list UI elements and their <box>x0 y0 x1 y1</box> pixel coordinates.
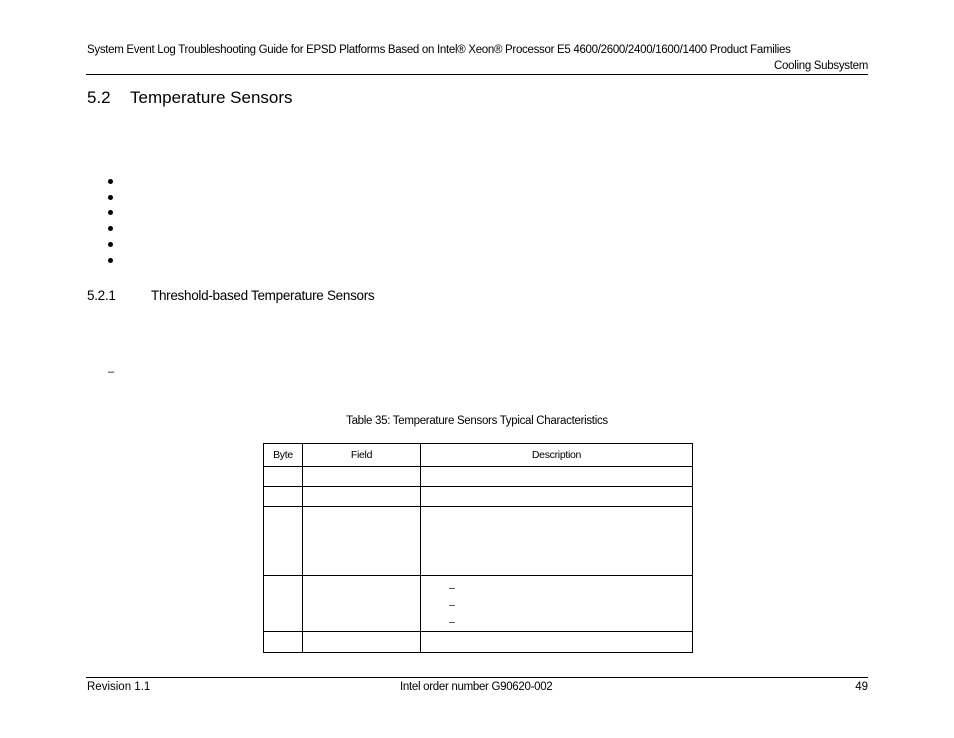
column-header-field: Field <box>303 444 421 467</box>
dash-marker: – <box>449 599 455 611</box>
subsection-number: 5.2.1 <box>87 288 116 303</box>
table-cell <box>421 507 693 576</box>
table-caption: Table 35: Temperature Sensors Typical Characteristics <box>346 415 608 427</box>
table-cell <box>264 467 303 487</box>
table-cell <box>264 487 303 507</box>
footer-revision: Revision 1.1 <box>87 681 151 693</box>
dash-marker: – <box>108 366 115 378</box>
running-header-title: System Event Log Troubleshooting Guide for EPSD Platforms Based on Intel® Xeon® Processor E5 4600/2600/2400/1600/1400 Product Families <box>87 44 791 56</box>
table-row <box>264 576 693 632</box>
table-cell <box>421 467 693 487</box>
page-number: 49 <box>855 681 868 693</box>
table-cell <box>421 632 693 653</box>
subsection-heading <box>87 288 374 303</box>
dash-marker: – <box>449 616 455 628</box>
bullet-marker <box>108 195 113 200</box>
table-row <box>264 632 693 653</box>
bullet-marker <box>108 210 113 215</box>
footer-order-number: Intel order number G90620-002 <box>400 681 553 693</box>
running-header-chapter: Cooling Subsystem <box>774 60 868 72</box>
header-divider <box>86 74 868 75</box>
table-cell <box>303 632 421 653</box>
section-title: Temperature Sensors <box>130 88 293 107</box>
table-cell <box>303 487 421 507</box>
table-cell <box>264 507 303 576</box>
footer-divider <box>86 677 868 678</box>
section-heading <box>87 88 293 108</box>
table-cell <box>303 507 421 576</box>
table-row <box>264 507 693 576</box>
table-cell <box>303 467 421 487</box>
table-cell-description <box>421 576 693 632</box>
bullet-marker <box>108 226 113 231</box>
column-header-description: Description <box>421 444 693 467</box>
temperature-sensor-table <box>263 443 693 653</box>
bullet-marker <box>108 179 113 184</box>
table-row <box>264 487 693 507</box>
table-cell <box>264 576 303 632</box>
table-cell <box>303 576 421 632</box>
subsection-title: Threshold-based Temperature Sensors <box>151 288 375 303</box>
section-number: 5.2 <box>87 88 111 107</box>
table-cell <box>264 632 303 653</box>
column-header-byte: Byte <box>264 444 303 467</box>
table-row <box>264 467 693 487</box>
dash-marker: – <box>449 582 455 594</box>
bullet-marker <box>108 242 113 247</box>
table-header-row <box>264 444 693 467</box>
bullet-marker <box>108 258 113 263</box>
table-cell <box>421 487 693 507</box>
